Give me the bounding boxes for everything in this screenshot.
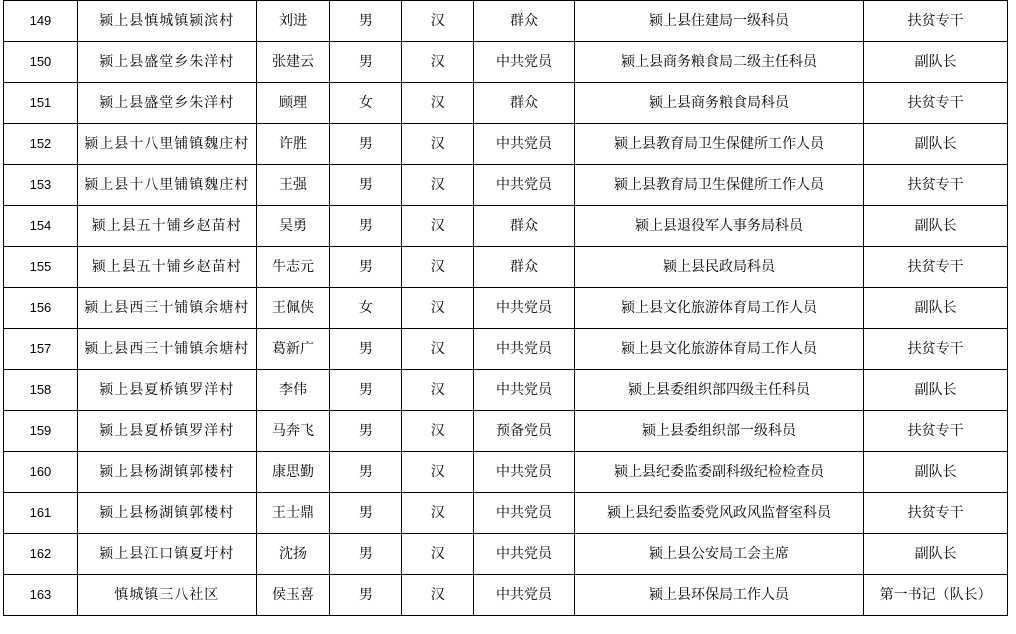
table-body [4,1,1008,616]
village-cell: 颍上县慎城镇颍滨村 [77,1,256,42]
village-cell: 慎城镇三八社区 [77,575,256,616]
table-row [4,452,1008,493]
row-number-cell: 162 [4,534,78,575]
role-cell: 副队长 [864,206,1008,247]
row-number-cell: 155 [4,247,78,288]
village-cell: 颍上县杨湖镇郭楼村 [77,452,256,493]
row-number-cell: 149 [4,1,78,42]
row-number-cell: 154 [4,206,78,247]
village-cell: 颍上县夏桥镇罗洋村 [77,411,256,452]
ethnicity-cell: 汉 [402,124,474,165]
work-unit-cell: 颍上县文化旅游体育局工作人员 [574,288,863,329]
role-cell: 副队长 [864,370,1008,411]
name-cell: 许胜 [256,124,330,165]
ethnicity-cell: 汉 [402,288,474,329]
work-unit-cell: 颍上县住建局一级科员 [574,1,863,42]
ethnicity-cell: 汉 [402,452,474,493]
ethnicity-cell: 汉 [402,575,474,616]
gender-cell: 男 [330,411,402,452]
ethnicity-cell: 汉 [402,329,474,370]
row-number-cell: 152 [4,124,78,165]
ethnicity-cell: 汉 [402,1,474,42]
ethnicity-cell: 汉 [402,165,474,206]
work-unit-cell: 颍上县商务粮食局二级主任科员 [574,42,863,83]
political-status-cell: 中共党员 [474,575,575,616]
role-cell: 第一书记（队长） [864,575,1008,616]
gender-cell: 男 [330,493,402,534]
gender-cell: 男 [330,329,402,370]
role-cell: 扶贫专干 [864,411,1008,452]
name-cell: 康思勤 [256,452,330,493]
row-number-cell: 159 [4,411,78,452]
gender-cell: 女 [330,83,402,124]
political-status-cell: 中共党员 [474,370,575,411]
work-unit-cell: 颍上县纪委监委党风政风监督室科员 [574,493,863,534]
table-row [4,83,1008,124]
name-cell: 马奔飞 [256,411,330,452]
political-status-cell: 中共党员 [474,452,575,493]
ethnicity-cell: 汉 [402,493,474,534]
role-cell: 副队长 [864,534,1008,575]
ethnicity-cell: 汉 [402,411,474,452]
row-number-cell: 153 [4,165,78,206]
political-status-cell: 中共党员 [474,165,575,206]
gender-cell: 男 [330,124,402,165]
row-number-cell: 151 [4,83,78,124]
row-number-cell: 163 [4,575,78,616]
political-status-cell: 预备党员 [474,411,575,452]
table-row [4,1,1008,42]
work-unit-cell: 颍上县公安局工会主席 [574,534,863,575]
gender-cell: 男 [330,165,402,206]
table-row [4,370,1008,411]
village-cell: 颍上县西三十铺镇余塘村 [77,288,256,329]
ethnicity-cell: 汉 [402,370,474,411]
political-status-cell: 群众 [474,1,575,42]
name-cell: 侯玉喜 [256,575,330,616]
table-row [4,411,1008,452]
work-unit-cell: 颍上县委组织部四级主任科员 [574,370,863,411]
political-status-cell: 中共党员 [474,288,575,329]
ethnicity-cell: 汉 [402,42,474,83]
village-cell: 颍上县杨湖镇郭楼村 [77,493,256,534]
political-status-cell: 中共党员 [474,534,575,575]
gender-cell: 男 [330,206,402,247]
gender-cell: 男 [330,42,402,83]
name-cell: 王士鼎 [256,493,330,534]
village-cell: 颍上县五十铺乡赵苗村 [77,206,256,247]
gender-cell: 男 [330,534,402,575]
table-row [4,42,1008,83]
work-unit-cell: 颍上县商务粮食局科员 [574,83,863,124]
work-unit-cell: 颍上县纪委监委副科级纪检检查员 [574,452,863,493]
table-row [4,288,1008,329]
table-row [4,493,1008,534]
work-unit-cell: 颍上县民政局科员 [574,247,863,288]
role-cell: 扶贫专干 [864,83,1008,124]
political-status-cell: 群众 [474,247,575,288]
ethnicity-cell: 汉 [402,534,474,575]
row-number-cell: 157 [4,329,78,370]
work-unit-cell: 颍上县教育局卫生保健所工作人员 [574,165,863,206]
row-number-cell: 156 [4,288,78,329]
ethnicity-cell: 汉 [402,83,474,124]
village-cell: 颍上县西三十铺镇余塘村 [77,329,256,370]
table-row [4,329,1008,370]
role-cell: 副队长 [864,288,1008,329]
work-unit-cell: 颍上县教育局卫生保健所工作人员 [574,124,863,165]
political-status-cell: 群众 [474,83,575,124]
work-unit-cell: 颍上县环保局工作人员 [574,575,863,616]
name-cell: 葛新广 [256,329,330,370]
table-row [4,247,1008,288]
name-cell: 王强 [256,165,330,206]
work-unit-cell: 颍上县委组织部一级科员 [574,411,863,452]
name-cell: 沈扬 [256,534,330,575]
cadre-roster-table [3,0,1008,616]
political-status-cell: 中共党员 [474,329,575,370]
gender-cell: 女 [330,288,402,329]
table-row [4,534,1008,575]
gender-cell: 男 [330,452,402,493]
political-status-cell: 中共党员 [474,493,575,534]
row-number-cell: 160 [4,452,78,493]
village-cell: 颍上县十八里铺镇魏庄村 [77,124,256,165]
role-cell: 扶贫专干 [864,247,1008,288]
row-number-cell: 150 [4,42,78,83]
name-cell: 刘进 [256,1,330,42]
name-cell: 王佩侠 [256,288,330,329]
village-cell: 颍上县盛堂乡朱洋村 [77,42,256,83]
ethnicity-cell: 汉 [402,206,474,247]
gender-cell: 男 [330,247,402,288]
role-cell: 副队长 [864,42,1008,83]
name-cell: 李伟 [256,370,330,411]
political-status-cell: 中共党员 [474,42,575,83]
table-row [4,206,1008,247]
name-cell: 张建云 [256,42,330,83]
village-cell: 颍上县夏桥镇罗洋村 [77,370,256,411]
village-cell: 颍上县十八里铺镇魏庄村 [77,165,256,206]
gender-cell: 男 [330,1,402,42]
role-cell: 副队长 [864,124,1008,165]
role-cell: 副队长 [864,452,1008,493]
name-cell: 牛志元 [256,247,330,288]
table-row [4,575,1008,616]
work-unit-cell: 颍上县文化旅游体育局工作人员 [574,329,863,370]
name-cell: 顾理 [256,83,330,124]
work-unit-cell: 颍上县退役军人事务局科员 [574,206,863,247]
table-row [4,165,1008,206]
ethnicity-cell: 汉 [402,247,474,288]
row-number-cell: 161 [4,493,78,534]
village-cell: 颍上县盛堂乡朱洋村 [77,83,256,124]
role-cell: 扶贫专干 [864,165,1008,206]
gender-cell: 男 [330,575,402,616]
political-status-cell: 群众 [474,206,575,247]
role-cell: 扶贫专干 [864,493,1008,534]
village-cell: 颍上县五十铺乡赵苗村 [77,247,256,288]
role-cell: 扶贫专干 [864,329,1008,370]
village-cell: 颍上县江口镇夏圩村 [77,534,256,575]
role-cell: 扶贫专干 [864,1,1008,42]
political-status-cell: 中共党员 [474,124,575,165]
gender-cell: 男 [330,370,402,411]
table-row [4,124,1008,165]
name-cell: 吴勇 [256,206,330,247]
row-number-cell: 158 [4,370,78,411]
